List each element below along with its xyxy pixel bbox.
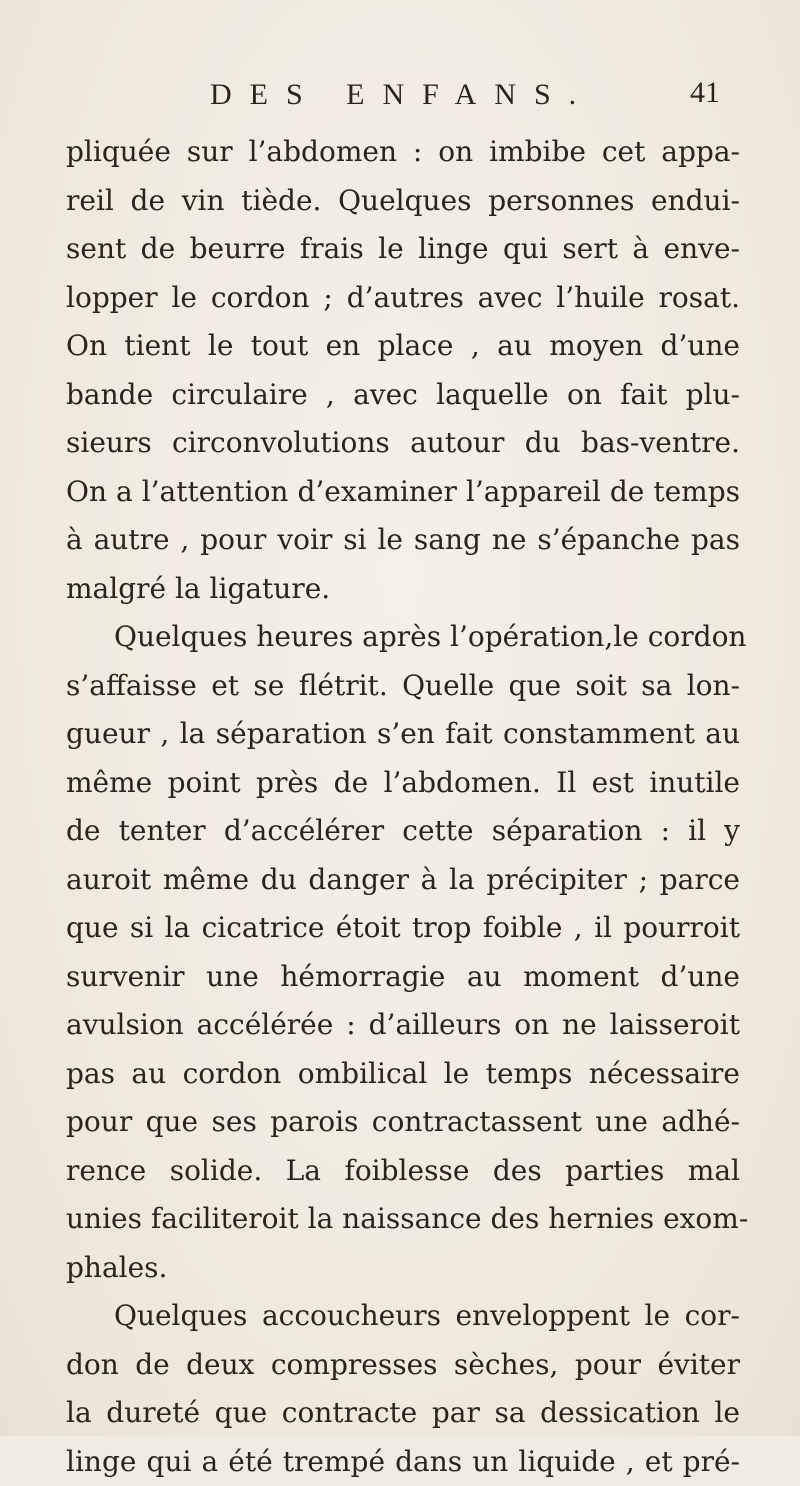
text-line: bande circulaire , avec laquelle on fait plu- xyxy=(66,371,740,420)
text-line: s’affaisse et se flétrit. Quelle que soit sa lon- xyxy=(66,662,740,711)
text-line: reil de vin tiède. Quelques personnes endui- xyxy=(66,177,740,226)
text-line: Quelques accoucheurs enveloppent le cor- xyxy=(66,1292,740,1341)
text-line: rence solide. La foiblesse des parties mal xyxy=(66,1147,740,1196)
text-line: pas au cordon ombilical le temps nécessaire xyxy=(66,1050,740,1099)
text-line: la dureté que contracte par sa dessication le xyxy=(66,1389,740,1438)
text-line: que si la cicatrice étoit trop foible , il pourroit xyxy=(66,904,740,953)
text-line: On tient le tout en place , au moyen d’une xyxy=(66,322,740,371)
body-text xyxy=(66,128,740,1486)
text-line: avulsion accélérée : d’ailleurs on ne laisseroit xyxy=(66,1001,740,1050)
text-line: Quelques heures après l’opération,le cordon xyxy=(66,613,740,662)
text-line: unies faciliteroit la naissance des hernies exom- xyxy=(66,1195,740,1244)
text-line: gueur , la séparation s’en fait constamment au xyxy=(66,710,740,759)
page-number: 41 xyxy=(690,76,720,110)
text-line: survenir une hémorragie au moment d’une xyxy=(66,953,740,1002)
text-line: sent de beurre frais le linge qui sert à enve- xyxy=(66,225,740,274)
text-line: pour que ses parois contractassent une adhé- xyxy=(66,1098,740,1147)
text-line: linge qui a été trempé dans un liquide , et pré- xyxy=(66,1438,740,1486)
text-line: pliquée sur l’abdomen : on imbibe cet appa- xyxy=(66,128,740,177)
text-line: à autre , pour voir si le sang ne s’épanche pas xyxy=(66,516,740,565)
text-line: de tenter d’accélérer cette séparation : il y xyxy=(66,807,740,856)
text-line: phales. xyxy=(66,1244,740,1293)
text-line: lopper le cordon ; d’autres avec l’huile rosat. xyxy=(66,274,740,323)
text-line: On a l’attention d’examiner l’appareil de temps xyxy=(66,468,740,517)
text-line: sieurs circonvolutions autour du bas-ventre. xyxy=(66,419,740,468)
text-line: malgré la ligature. xyxy=(66,565,740,614)
text-line: don de deux compresses sèches, pour éviter xyxy=(66,1341,740,1390)
running-head: DES ENFANS. xyxy=(210,78,594,112)
text-line: auroit même du danger à la précipiter ; parce xyxy=(66,856,740,905)
text-line: même point près de l’abdomen. Il est inutile xyxy=(66,759,740,808)
